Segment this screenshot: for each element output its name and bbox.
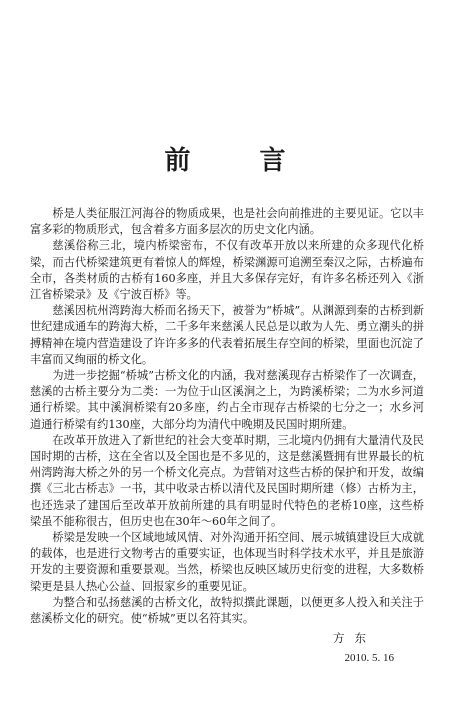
paragraph-2: 慈溪俗称三北，境内桥梁密布，不仅有改革开放以来所建的众多现代化桥梁，而古代桥梁建筑更有着惊人的辉煌，桥梁渊源可追溯至秦汉之际，古桥遍布全市，各类材质的古桥有160多座，并且大多保存完好，有许多名桥还列入《浙江省桥梁录》及《宁波百桥》等。 <box>30 239 424 302</box>
page-title: 前 言 <box>164 146 316 176</box>
paragraph-1: 桥是人类征服江河海谷的物质成果，也是社会向前推进的主要见证。它以丰富多彩的物质形式，包含着多方面多层次的历史文化内涵。 <box>30 207 424 237</box>
author-signature: 方东 <box>333 631 376 645</box>
paragraph-5: 在改革开放进入了新世纪的社会大变革时期，三北境内仍拥有大量清代及民国时期的古桥，这在全省以及全国也是不多见的，这是慈溪暨拥有世界最长的杭州湾跨海大桥之外的另一个桥文化亮点。为营销对这些古桥的保护和开发，故编撰《三北古桥志》一书，其中收录古桥以清代及民国时期所建（修）古桥为主，也还选录了建国后至改革开放前所建的具有明显时代特色的老桥10座，这些桥梁虽不能称很古，但历史也在30年～60年之间了。 <box>30 433 424 528</box>
paragraph-4: 为进一步挖掘“桥城”古桥文化的内涵，我对慈溪现存古桥梁作了一次调查，慈溪的古桥主要分为二类：一为位于山区溪涧之上，为跨溪桥梁；二为水乡河道通行桥梁。其中溪涧桥梁有20多座，约占全市现存古桥梁的七分之一；水乡河道通行桥梁有约130座，大部分均为清代中晚期及民国时期所建。 <box>30 369 424 431</box>
paragraph-3: 慈溪因杭州湾跨海大桥而名扬天下，被誉为“桥城”。从渊源到秦的古桥到新世纪建成通车的跨海大桥，二千多年来慈溪人民总是以敢为人先、勇立潮头的拼搏精神在境内营造建设了许许多多的代表着拓展生存空间的桥梁，里面也沉淀了丰富而又绚丽的桥文化。 <box>30 304 424 366</box>
signature-date: 2010. 5. 16 <box>344 652 394 664</box>
paragraph-6: 桥梁是发映一个区域地域风情、对外沟通开拓空间、展示城镇建设巨大成就的载体，也是进行文物考古的重要实证，也体现当时科学技术水平，并且是旅游开发的主要资源和重要景观。当然，桥梁也反映区域历史衍变的进程，大多数桥梁更是县人热心公益、回报家乡的重要见证。 <box>30 531 424 593</box>
preface-body <box>30 206 424 627</box>
paragraph-7: 为整合和弘扬慈溪的古桥文化，故特拟撰此课题，以便更多人投入和关注于慈溪桥文化的研究。使“桥城”更以名符其实。 <box>30 595 424 626</box>
